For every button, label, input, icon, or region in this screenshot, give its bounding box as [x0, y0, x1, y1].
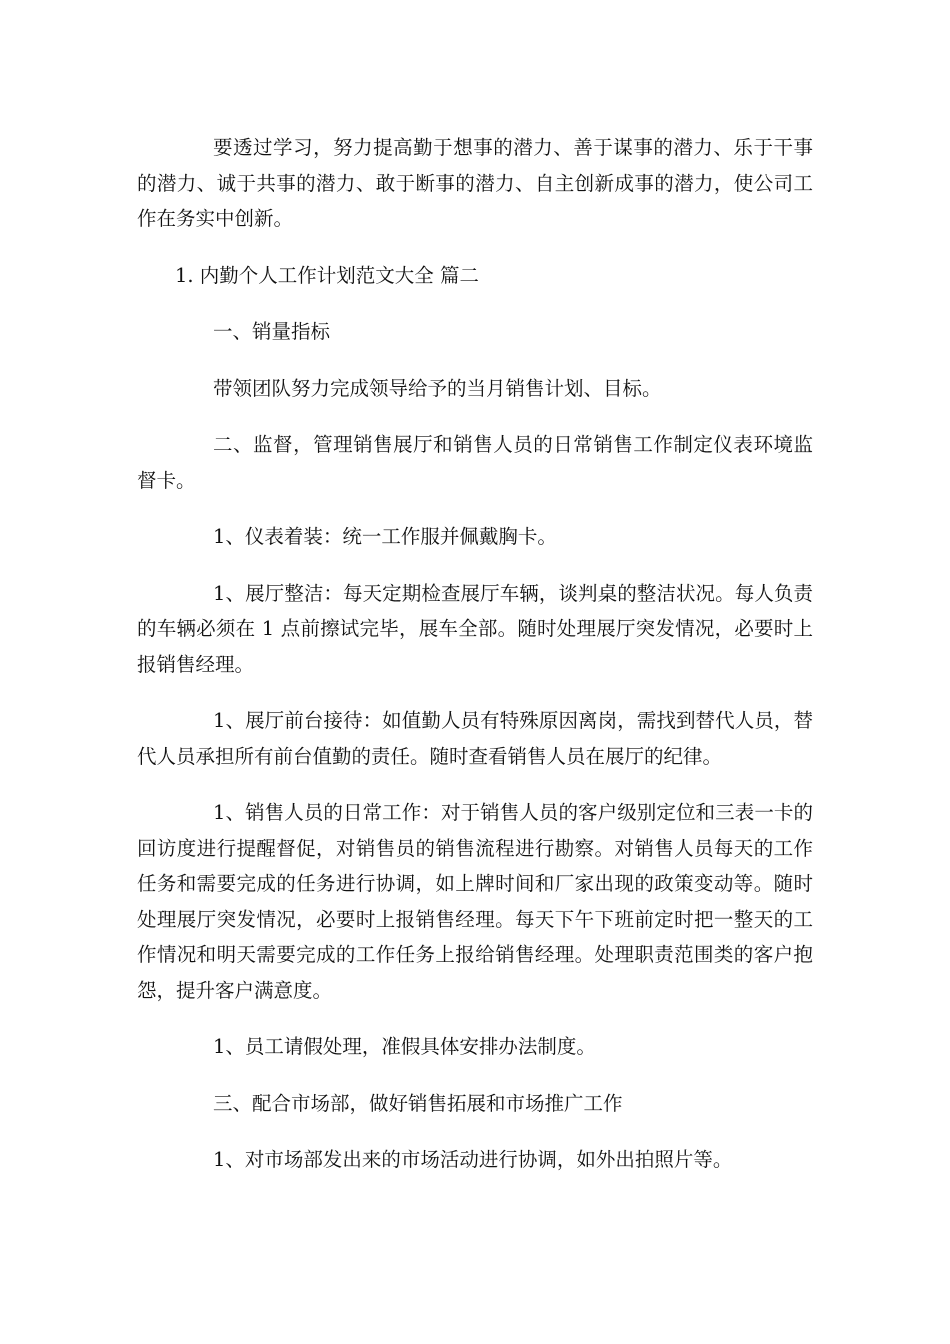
document-page	[137, 130, 813, 1199]
section-heading-part-two: 1. 内勤个人工作计划范文大全 篇二	[175, 263, 480, 287]
heading-supervision: 二、监督，管理销售展厅和销售人员的日常销售工作制定仪表环境监督卡。	[137, 433, 813, 492]
heading-sales-target: 一、销量指标	[213, 320, 331, 343]
paragraph-showroom-cleanliness: 1、展厅整洁：每天定期检查展厅车辆，谈判桌的整洁状况。每人负责的车辆必须在 1 点前擦试完毕，展车全部。随时处理展厅突发情况，必要时上报销售经理。	[137, 581, 813, 676]
heading-marketing: 三、配合市场部，做好销售拓展和市场推广工作	[213, 1091, 623, 1115]
paragraph-daily-work: 1、销售人员的日常工作：对于销售人员的客户级别定位和三表一卡的回访度进行提醒督促，对销售员的销售流程进行勘察。对销售人员每天的工作任务和需要完成的任务进行协调，如上牌时间和厂家出现的政策变动等。随时处理展厅突发情况，必要时上报销售经理。每天下午下班前定时把一整天的工作情况和明天需要完成的工作任务上报给销售经理。处理职责范围类的客户抱怨，提升客户满意度。	[137, 801, 813, 1002]
paragraph-marketing-activities: 1、对市场部发出来的市场活动进行协调，如外出拍照片等。	[213, 1148, 733, 1171]
paragraph-intro: 要透过学习，努力提高勤于想事的潜力、善于谋事的潜力、乐于干事的潜力、诚于共事的潜力、敢于断事的潜力、自主创新成事的潜力，使公司工作在务实中创新。	[137, 136, 813, 230]
paragraph-sales-target: 带领团队努力完成领导给予的当月销售计划、目标。	[213, 376, 662, 400]
paragraph-front-desk: 1、展厅前台接待：如值勤人员有特殊原因离岗，需找到替代人员，替代人员承担所有前台值勤的责任。随时查看销售人员在展厅的纪律。	[137, 709, 813, 768]
paragraph-leave-handling: 1、员工请假处理，准假具体安排办法制度。	[213, 1035, 596, 1058]
paragraph-dress-code: 1、仪表着装：统一工作服并佩戴胸卡。	[213, 525, 557, 548]
